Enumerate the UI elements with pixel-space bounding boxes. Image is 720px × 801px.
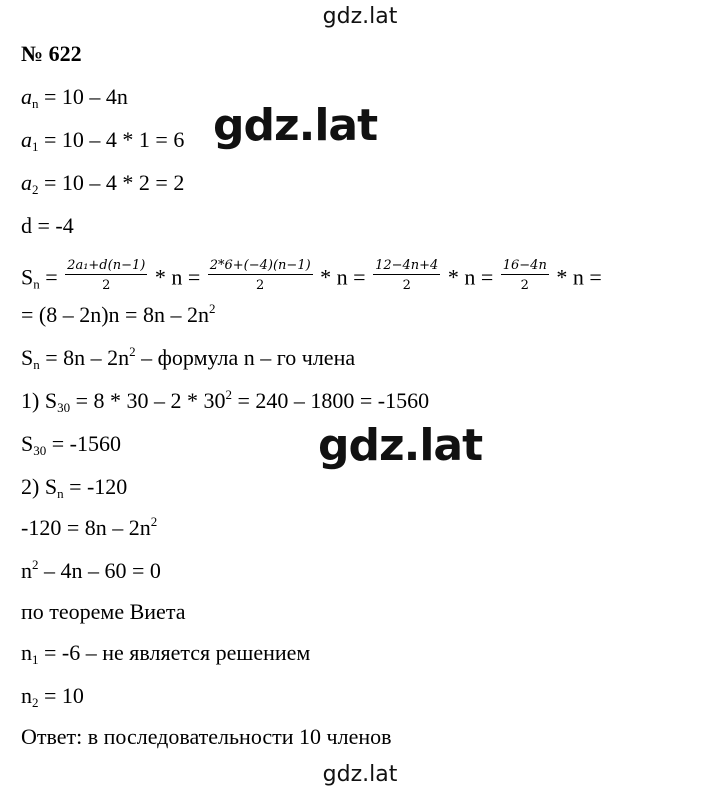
formula-rest: = -6 – не является решением bbox=[38, 640, 311, 665]
subscript: n bbox=[57, 486, 64, 501]
sum-formula-derivation bbox=[21, 258, 602, 297]
subscript: 30 bbox=[33, 443, 47, 458]
fraction-numerator: 2*6+(−4)(n−1) bbox=[209, 258, 311, 273]
part1-calculation bbox=[21, 387, 429, 415]
formula-rest: = 10 – 4 * 1 = 6 bbox=[38, 127, 185, 152]
subscript: n bbox=[33, 276, 40, 292]
fraction-denominator: 2 bbox=[402, 278, 411, 293]
fraction-4 bbox=[501, 258, 549, 293]
subscript: 30 bbox=[57, 400, 71, 415]
var-s: S bbox=[21, 345, 34, 370]
part2-condition bbox=[21, 473, 127, 501]
quadratic-equation bbox=[21, 557, 161, 585]
formula-rest: = -1560 bbox=[46, 431, 121, 456]
superscript: 2 bbox=[150, 514, 158, 529]
formula-text: 1) S bbox=[21, 388, 58, 413]
superscript: 2 bbox=[129, 344, 136, 359]
sum-simplified bbox=[21, 301, 215, 329]
subscript: 1 bbox=[32, 652, 39, 667]
var-a: a bbox=[21, 170, 32, 195]
formula-rest: – формула n – го члена bbox=[135, 345, 356, 370]
equals: = bbox=[39, 264, 58, 290]
fraction-numerator: 2a₁+d(n−1) bbox=[67, 258, 146, 273]
part1-result bbox=[21, 430, 121, 458]
fraction-3 bbox=[373, 258, 440, 293]
formula-rest: = -120 bbox=[63, 474, 128, 499]
formula-text: = 8n – 2n bbox=[39, 345, 130, 370]
formula-rest: = 10 bbox=[38, 683, 84, 708]
formula-a1 bbox=[21, 126, 184, 154]
fraction-denominator: 2 bbox=[256, 278, 265, 293]
formula-rest: – 4n – 60 = 0 bbox=[38, 558, 161, 583]
fraction-numerator: 16−4n bbox=[502, 258, 547, 273]
superscript: 2 bbox=[225, 387, 232, 402]
formula-an bbox=[21, 83, 128, 111]
footer-watermark: gdz.lat bbox=[322, 762, 398, 787]
subscript: n bbox=[32, 96, 39, 111]
problem-number: № 622 bbox=[21, 41, 82, 66]
var-a: a bbox=[21, 84, 32, 109]
formula-rest: = 10 – 4 * 2 = 2 bbox=[38, 170, 185, 195]
subscript: n bbox=[33, 357, 40, 372]
formula-text: 2) S bbox=[21, 474, 58, 499]
formula-text: = 8 * 30 – 2 * 30 bbox=[70, 388, 226, 413]
subscript: 2 bbox=[32, 182, 39, 197]
times-n: * n = bbox=[314, 264, 372, 290]
fraction-denominator: 2 bbox=[520, 278, 529, 293]
var-s: S bbox=[21, 431, 34, 456]
subscript: 1 bbox=[32, 139, 39, 154]
times-n: * n = bbox=[442, 264, 499, 290]
answer: Ответ: в последовательности 10 членов bbox=[21, 724, 392, 749]
formula-a2 bbox=[21, 169, 184, 197]
formula-rest: = 10 – 4n bbox=[38, 84, 128, 109]
formula-text: n bbox=[21, 640, 32, 665]
overlay-watermark-middle: gdz.lat bbox=[318, 420, 483, 471]
var-s: S bbox=[21, 264, 34, 290]
formula-text: -120 = 8n – 2n bbox=[21, 515, 151, 540]
fraction-denominator: 2 bbox=[102, 278, 111, 293]
difference-d: d = -4 bbox=[21, 213, 74, 238]
part2-equation bbox=[21, 514, 157, 542]
superscript: 2 bbox=[208, 301, 216, 316]
formula-text: n bbox=[21, 558, 32, 583]
fraction-numerator: 12−4n+4 bbox=[375, 258, 439, 273]
formula-rest: = 240 – 1800 = -1560 bbox=[231, 388, 430, 413]
header-watermark: gdz.lat bbox=[322, 4, 398, 29]
root-n2 bbox=[21, 682, 84, 710]
sum-formula-statement bbox=[21, 344, 355, 372]
fraction-2 bbox=[208, 258, 313, 293]
var-a: a bbox=[21, 127, 32, 152]
overlay-watermark-top: gdz.lat bbox=[213, 100, 378, 151]
fraction-1 bbox=[65, 258, 147, 293]
superscript: 2 bbox=[32, 557, 39, 572]
times-n: * n = bbox=[149, 264, 206, 290]
formula-text: = (8 – 2n)n = 8n – 2n bbox=[21, 302, 209, 327]
vieta-theorem-note: по теореме Виета bbox=[21, 599, 186, 624]
subscript: 2 bbox=[32, 695, 39, 710]
times-n: * n = bbox=[550, 264, 602, 290]
formula-text: n bbox=[21, 683, 32, 708]
root-n1 bbox=[21, 639, 310, 667]
